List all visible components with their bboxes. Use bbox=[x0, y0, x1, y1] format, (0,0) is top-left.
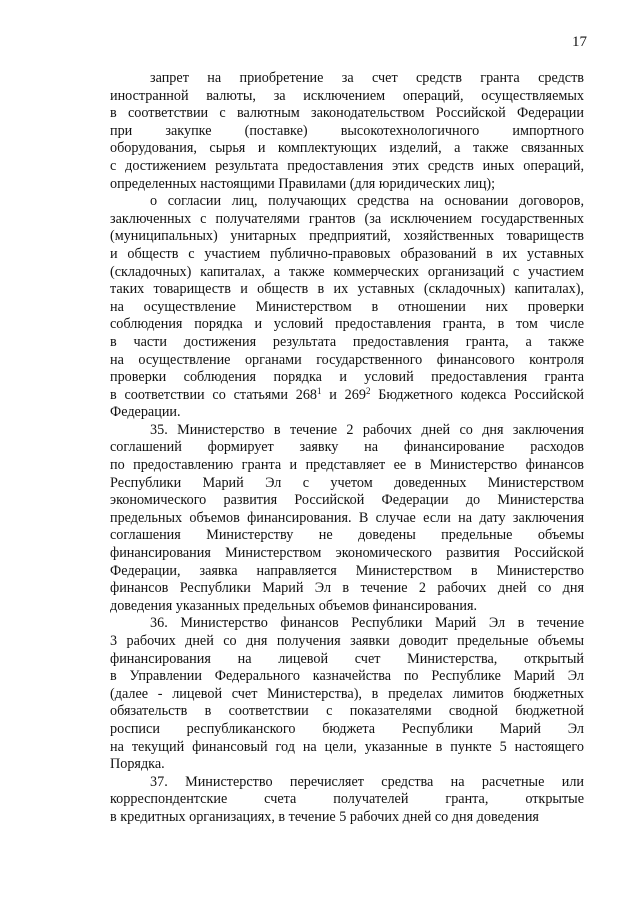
paragraph-line: и обществ с участием публично-правовых образований в их уставных bbox=[110, 245, 584, 262]
paragraph-line: Федерации. bbox=[110, 404, 181, 421]
paragraph-line: иностранной валюты, за исключением операций, осуществляемых bbox=[110, 87, 584, 104]
paragraph bbox=[110, 422, 584, 616]
paragraph-line: Порядка. bbox=[110, 756, 165, 773]
paragraph-line: запрет на приобретение за счет средств гранта средств bbox=[150, 70, 584, 86]
paragraph-line: при закупке (поставке) высокотехнологичного импортного bbox=[110, 122, 584, 139]
paragraph-line: 36. Министерство финансов Республики Марий Эл в течение bbox=[150, 615, 584, 632]
paragraph-line: обязательств в соответствии с показателями сводной бюджетной bbox=[110, 703, 584, 720]
paragraph-line: в соответствии со статьями $268^1$ и $269^2$ Бюджетного кодекса Российской bbox=[110, 385, 585, 403]
paragraph-line: соблюдения порядка и условий предоставления гранта, в том числе bbox=[110, 316, 584, 333]
paragraph-line: определенных настоящими Правилами (для юридических лиц); bbox=[110, 175, 496, 192]
paragraph-line: с достижением результата предоставления этих средств иных операций, bbox=[110, 157, 584, 174]
paragraph-line: соглашений формирует заявку на финансирование расходов bbox=[110, 439, 584, 456]
paragraph-line: в Управлении Федерального казначейства по Республике Марий Эл bbox=[110, 668, 584, 685]
paragraph-line: 35. Министерство в течение 2 рабочих дней со дня заключения bbox=[150, 421, 584, 438]
paragraph-line: доведения указанных предельных объемов финансирования. bbox=[110, 597, 478, 614]
paragraph-line: (складочных) капиталах, а также коммерческих организаций с участием bbox=[110, 263, 584, 280]
paragraph-line: соглашения Министерству не доведены предельные объемы bbox=[110, 527, 584, 544]
paragraph-line: росписи республиканского бюджета Республики Марий Эл bbox=[110, 720, 584, 737]
page-number: 17 bbox=[572, 34, 587, 50]
paragraph bbox=[110, 70, 584, 193]
paragraph-line: (муниципальных) унитарных предприятий, хозяйственных товариществ bbox=[110, 228, 584, 245]
paragraph-line: Республики Марий Эл с учетом доведенных Министерством bbox=[110, 474, 584, 491]
paragraph bbox=[110, 615, 584, 773]
paragraph-line: финансов Республики Марий Эл в течение 2 рабочих дней со дня bbox=[110, 580, 584, 597]
paragraph-line: оборудования, сырья и комплектующих изделий, а также связанных bbox=[110, 140, 584, 157]
paragraph-line: (далее - лицевой счет Министерства), в пределах лимитов бюджетных bbox=[110, 685, 584, 702]
paragraph-line: на осуществление органами государственного финансового контроля bbox=[110, 351, 584, 368]
paragraph-line: проверки соблюдения порядка и условий предоставления гранта bbox=[110, 369, 584, 386]
paragraph-line: предельных объемов финансирования. В случае если на дату заключения bbox=[110, 509, 584, 526]
paragraph-line: финансирования на лицевой счет Министерства, открытый bbox=[110, 650, 584, 667]
paragraph-line: финансирования Министерством экономического развития Российской bbox=[110, 545, 584, 562]
paragraph-line: на осуществление Министерством в отношении них проверки bbox=[110, 298, 584, 315]
paragraph-line: о согласии лиц, получающих средства на основании договоров, bbox=[150, 193, 584, 210]
paragraph-line: 37. Министерство перечисляет средства на расчетные или bbox=[150, 773, 584, 790]
paragraph-line: заключенных с получателями грантов (за исключением государственных bbox=[110, 210, 584, 227]
paragraph-line: экономического развития Российской Федерации до Министерства bbox=[110, 492, 584, 509]
document-body bbox=[110, 70, 584, 827]
paragraph-line: в соответствии с валютным законодательством Российской Федерации bbox=[110, 105, 584, 122]
paragraph-line: в кредитных организациях, в течение 5 рабочих дней со дня доведения bbox=[110, 808, 539, 825]
paragraph-line: таких товариществ и обществ в их уставных (складочных) капиталах), bbox=[110, 281, 584, 298]
paragraph-line: 3 рабочих дней со дня получения заявки доводит предельные объемы bbox=[110, 633, 584, 649]
paragraph-line: на текущий финансовый год на цели, указанные в пункте 5 настоящего bbox=[110, 738, 584, 755]
paragraph-line: корреспондентские счета получателей гранта, открытые bbox=[110, 791, 584, 808]
paragraph-line: по предоставлению гранта и представляет ее в Министерство финансов bbox=[110, 457, 584, 474]
paragraph-line: в части достижения результата предоставления гранта, а также bbox=[110, 333, 584, 350]
paragraph bbox=[110, 774, 584, 827]
paragraph bbox=[110, 193, 584, 422]
paragraph-line: Федерации, заявка направляется Министерством в Министерство bbox=[110, 562, 584, 579]
